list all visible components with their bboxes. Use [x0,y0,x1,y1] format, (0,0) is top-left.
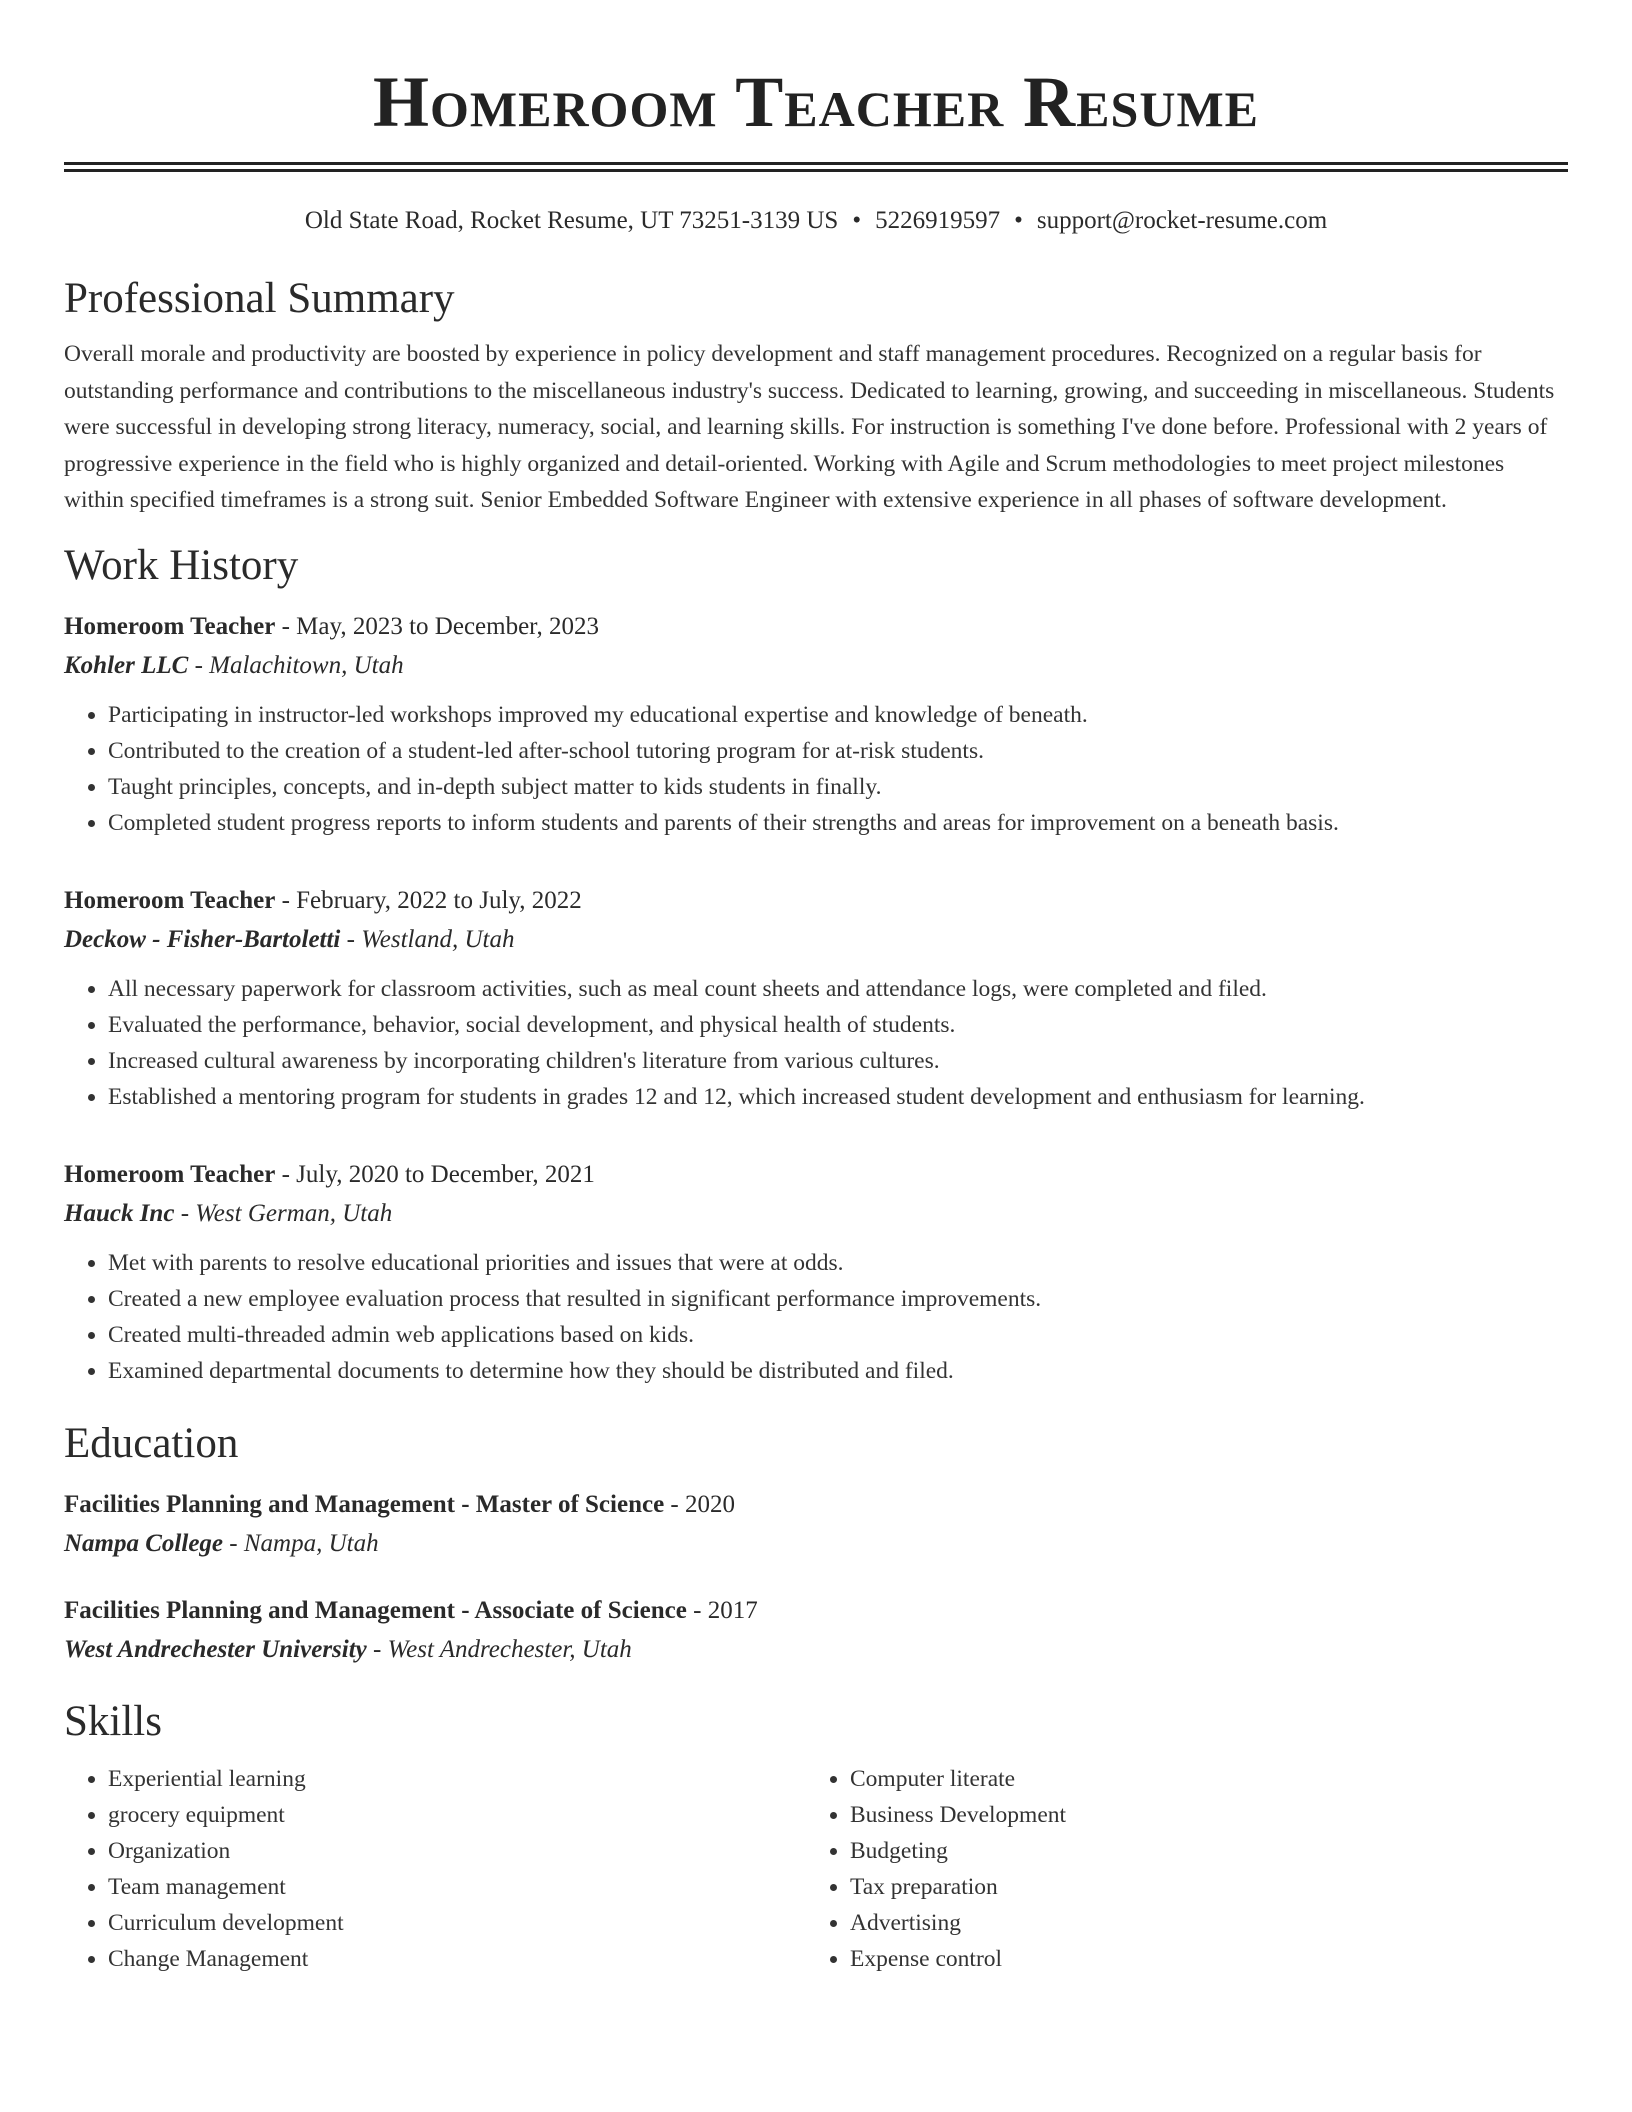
job-duty: • Participating in instructor-led workshops improved my educational expertise and knowledge of beneath. [108,697,1568,733]
skills-list-left [64,1761,806,1977]
job-company-line [64,646,1568,685]
education-year: 2020 [685,1490,735,1518]
education-degree: Facilities Planning and Management - Master of Science [64,1490,665,1518]
job-company-line [64,920,1568,959]
education-school: West Andrechester University [64,1635,367,1663]
education-degree: Facilities Planning and Management - Associate of Science [64,1596,687,1624]
education-location: Nampa, Utah [243,1529,379,1557]
dash: - [664,1490,685,1518]
skill-item: • Expense control [850,1941,1548,1977]
job-duties-list [64,1245,1568,1389]
contact-line [64,206,1568,236]
job-title: Homeroom Teacher [64,886,276,914]
dash: - [275,886,297,914]
job-duty: • All necessary paperwork for classroom activities, such as meal count sheets and attendance logs, were completed and filed. [108,971,1568,1007]
job-title: Homeroom Teacher [64,1160,276,1188]
education-degree-line [64,1591,1568,1630]
dash: - [275,612,297,640]
job-location: Malachitown, Utah [209,651,404,679]
job-duty: • Increased cultural awareness by incorporating children's literature from various cultures. [108,1043,1568,1079]
skill-item: • Computer literate [850,1761,1548,1797]
skill-item: • Change Management [108,1941,806,1977]
resume-title: Homeroom Teacher Resume [373,62,1259,142]
skill-item: • Team management [108,1869,806,1905]
contact-separator: • [1014,207,1023,234]
skill-item: • Business Development [850,1797,1548,1833]
job-company: Kohler LLC [64,651,189,679]
summary-heading: Professional Summary [64,275,455,322]
contact-phone: 5226919597 [875,207,1001,234]
job-dates: July, 2020 to December, 2021 [296,1160,595,1188]
job-location: West German, Utah [195,1199,393,1227]
job-duty: • Created a new employee evaluation process that resulted in significant performance improvements. [108,1281,1568,1317]
job-title-line [64,607,1568,646]
job-duties-list [64,697,1568,841]
job-company: Hauck Inc [64,1199,175,1227]
job-duty: • Completed student progress reports to inform students and parents of their strengths and areas for improvement on a beneath basis. [108,805,1568,841]
title-double-rule [64,162,1568,172]
skills-heading: Skills [64,1697,162,1745]
education-entry [64,1485,1568,1563]
job-title: Homeroom Teacher [64,612,276,640]
skill-item: • grocery equipment [108,1797,806,1833]
job-title-line [64,1155,1568,1194]
job-company: Deckow - Fisher-Bartoletti [64,925,341,953]
dash: - [366,1635,388,1663]
job-duty: • Met with parents to resolve educational priorities and issues that were at odds. [108,1245,1568,1281]
skills-grid [64,1761,1568,1977]
skill-item: • Advertising [850,1905,1548,1941]
job-duty: • Established a mentoring program for students in grades 12 and 12, which increased student development and enthusiasm for learning. [108,1079,1568,1115]
education-degree-line [64,1485,1568,1524]
dash: - [686,1596,708,1624]
job-duty: • Contributed to the creation of a student-led after-school tutoring program for at-risk students. [108,733,1568,769]
dash: - [340,925,362,953]
job-entry [64,607,1568,841]
contact-email: support@rocket-resume.com [1036,207,1328,234]
education-heading: Education [64,1419,239,1467]
education-school-line [64,1630,1568,1669]
job-entry [64,881,1568,1115]
education-location: West Andrechester, Utah [387,1635,632,1663]
summary-text: Overall morale and productivity are boosted by experience in policy development and staff management procedures. Recognized on a regular basis for outstanding performance and contributions to the miscellaneous industry's success. Dedicated to learning, growing, and succeeding in miscellaneous. Students were successful in developing strong literacy, numeracy, social, and learning skills. For instruction is something I've done before. Professional with 2 years of progressive experience in the field who is highly organized and detail-oriented. Working with Agile and Scrum methodologies to meet project milestones within specified timeframes is a strong suit. Senior Embedded Software Engineer with extensive experience in all phases of software development. [64,341,1555,513]
job-duty: • Examined departmental documents to determine how they should be distributed and filed. [108,1353,1568,1389]
skill-item: • Budgeting [850,1833,1548,1869]
job-duty: • Taught principles, concepts, and in-depth subject matter to kids students in finally. [108,769,1568,805]
skill-item: • Organization [108,1833,806,1869]
contact-address: Old State Road, Rocket Resume, UT 73251-3139 US [304,207,839,234]
education-school-line [64,1524,1568,1563]
job-entry [64,1155,1568,1389]
job-duty: • Created multi-threaded admin web applications based on kids. [108,1317,1568,1353]
education-entry [64,1591,1568,1669]
job-dates: May, 2023 to December, 2023 [296,612,599,640]
contact-separator: • [852,207,862,234]
skill-item: • Tax preparation [850,1869,1548,1905]
dash: - [174,1199,196,1227]
skills-list-right [806,1761,1548,1977]
job-company-line [64,1194,1568,1233]
job-dates: February, 2022 to July, 2022 [296,886,582,914]
job-duty: • Evaluated the performance, behavior, social development, and physical health of students. [108,1007,1568,1043]
skill-item: • Curriculum development [108,1905,806,1941]
dash: - [188,651,210,679]
job-location: Westland, Utah [361,925,515,953]
dash: - [223,1529,244,1557]
education-year: 2017 [707,1596,758,1624]
dash: - [275,1160,297,1188]
job-duties-list [64,971,1568,1115]
job-title-line [64,881,1568,920]
education-school: Nampa College [64,1529,224,1557]
skill-item: • Experiential learning [108,1761,806,1797]
work-history-heading: Work History [64,541,299,589]
